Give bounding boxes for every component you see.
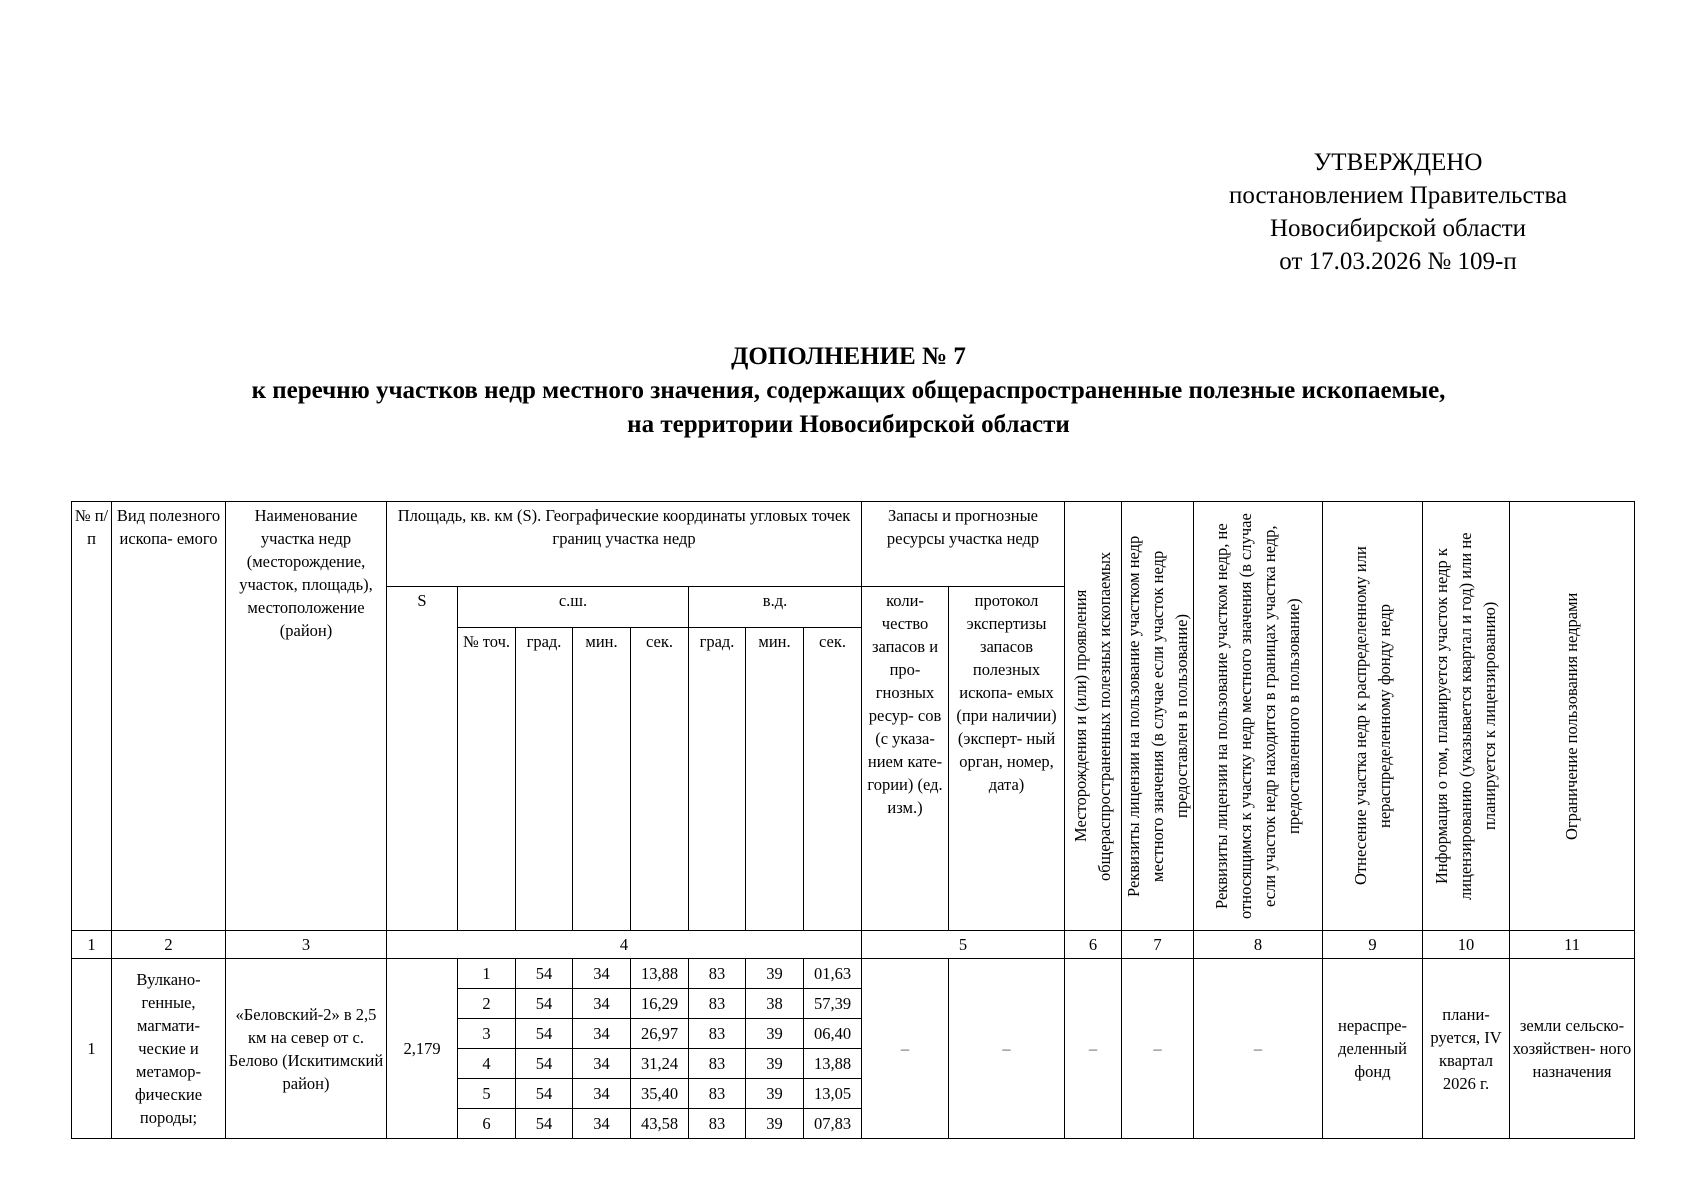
row-number: 1 [72, 959, 112, 1139]
column-number: 1 [72, 931, 112, 959]
point-lon-deg: 83 [689, 1019, 746, 1049]
row-area: 2,179 [387, 959, 458, 1139]
header-reserves: Запасы и прогнозные ресурсы участка недр [862, 502, 1065, 587]
row-reserves-qty: – [862, 959, 949, 1139]
point-lat-min: 34 [573, 1109, 631, 1139]
point-number: 1 [458, 959, 516, 989]
point-lat-sec: 43,58 [631, 1109, 689, 1139]
title-line-2: к перечню участков недр местного значения, содержащих общераспространенные полезные ископаемые, [251, 377, 1446, 404]
point-lat-deg: 54 [516, 1079, 573, 1109]
title-line-3: на территории Новосибирской области [627, 411, 1070, 438]
point-lat-min: 34 [573, 1049, 631, 1079]
header-local-license: Реквизиты лицензии на пользование участком недр местного значения (в случае если участок недр предоставлен в пользование) [1122, 502, 1194, 931]
point-lat-sec: 26,97 [631, 1019, 689, 1049]
point-lon-sec: 57,39 [804, 989, 862, 1019]
point-lon-min: 39 [746, 1019, 804, 1049]
point-lat-sec: 13,88 [631, 959, 689, 989]
header-deposits: Месторождения и (или) проявления общераспространенных полезных ископаемых [1065, 502, 1122, 931]
point-lon-sec: 01,63 [804, 959, 862, 989]
header-lat-deg: град. [516, 628, 573, 931]
column-number: 8 [1194, 931, 1323, 959]
header-lon-deg: град. [689, 628, 746, 931]
header-lon-sec: сек. [804, 628, 862, 931]
row-site-name: «Беловский-2» в 2,5 км на север от с. Белово (Искитимский район) [226, 959, 387, 1139]
header-other-license: Реквизиты лицензии на пользование участком недр, не относящимся к участку недр местного значения (в случае если участок недр находится в границах участка недр, предоставленного в пользование) [1194, 502, 1323, 931]
approval-line-1: УТВЕРЖДЕНО [1313, 149, 1483, 176]
point-lat-deg: 54 [516, 959, 573, 989]
header-number: № п/п [72, 502, 112, 931]
point-lon-sec: 06,40 [804, 1019, 862, 1049]
column-number: 9 [1323, 931, 1423, 959]
header-s: S [387, 587, 458, 931]
row-fund-status: нераспре- деленный фонд [1323, 959, 1423, 1139]
point-lon-min: 39 [746, 1079, 804, 1109]
header-lat-sec: сек. [631, 628, 689, 931]
point-lon-deg: 83 [689, 1079, 746, 1109]
point-number: 2 [458, 989, 516, 1019]
point-lat-min: 34 [573, 1079, 631, 1109]
point-lat-deg: 54 [516, 989, 573, 1019]
header-site-name: Наименование участка недр (месторождение, участок, площадь), местоположение (район) [226, 502, 387, 931]
header-restriction: Ограничение пользования недрами [1510, 502, 1635, 931]
point-number: 5 [458, 1079, 516, 1109]
header-reserves-qty: коли- чество запасов и про- гнозных ресур- сов (с указа- нием кате- гории) (ед. изм.) [862, 587, 949, 931]
header-reserves-protocol: протокол экспертизы запасов полезных ископа- емых (при наличии) (эксперт- ный орган, номер, дата) [949, 587, 1065, 931]
point-number: 4 [458, 1049, 516, 1079]
row-local-license: – [1122, 959, 1194, 1139]
column-number: 4 [387, 931, 862, 959]
row-mineral-type: Вулкано- генные, магмати- ческие и метамор- фические породы; [112, 959, 226, 1139]
document-title [60, 340, 1637, 442]
point-lat-deg: 54 [516, 1019, 573, 1049]
point-lon-deg: 83 [689, 959, 746, 989]
table-row [72, 959, 1635, 989]
row-other-license: – [1194, 959, 1323, 1139]
point-lon-min: 39 [746, 1049, 804, 1079]
point-lon-min: 39 [746, 1109, 804, 1139]
column-number: 3 [226, 931, 387, 959]
point-number: 6 [458, 1109, 516, 1139]
header-lat-min: мин. [573, 628, 631, 931]
point-lat-sec: 35,40 [631, 1079, 689, 1109]
header-latitude: с.ш. [458, 587, 689, 628]
point-lat-min: 34 [573, 989, 631, 1019]
point-lon-deg: 83 [689, 989, 746, 1019]
header-lon-min: мин. [746, 628, 804, 931]
point-lon-deg: 83 [689, 1109, 746, 1139]
row-reserves-protocol: – [949, 959, 1065, 1139]
approval-line-3: Новосибирской области [1269, 215, 1527, 242]
point-lat-deg: 54 [516, 1109, 573, 1139]
column-number: 6 [1065, 931, 1122, 959]
point-lon-sec: 13,88 [804, 1049, 862, 1079]
point-lon-min: 39 [746, 959, 804, 989]
subsoil-sites-table [71, 501, 1635, 1139]
point-lon-min: 38 [746, 989, 804, 1019]
column-number: 10 [1423, 931, 1510, 959]
header-licensing-plan: Информация о том, планируется участок недр к лицензированию (указывается квартал и год) или не планируется к лицензированию) [1423, 502, 1510, 931]
header-mineral-type: Вид полезного ископа- емого [112, 502, 226, 931]
approval-line-4: от 17.03.2026 № 109-п [1279, 248, 1517, 275]
title-line-1: ДОПОЛНЕНИЕ № 7 [731, 343, 966, 370]
column-number: 7 [1122, 931, 1194, 959]
point-lat-sec: 31,24 [631, 1049, 689, 1079]
point-lon-sec: 13,05 [804, 1079, 862, 1109]
point-lon-sec: 07,83 [804, 1109, 862, 1139]
column-number: 5 [862, 931, 1065, 959]
point-lat-min: 34 [573, 1019, 631, 1049]
row-deposits: – [1065, 959, 1122, 1139]
header-point-no: № точ. [458, 628, 516, 931]
column-number: 2 [112, 931, 226, 959]
column-number: 11 [1510, 931, 1635, 959]
row-licensing-plan: плани- руется, IV квартал 2026 г. [1423, 959, 1510, 1139]
header-longitude: в.д. [689, 587, 862, 628]
point-lat-sec: 16,29 [631, 989, 689, 1019]
approval-line-2: постановлением Правительства [1228, 182, 1568, 209]
point-number: 3 [458, 1019, 516, 1049]
point-lon-deg: 83 [689, 1049, 746, 1079]
approval-stamp [1180, 146, 1616, 278]
point-lat-min: 34 [573, 959, 631, 989]
row-restriction: земли сельско- хозяйствен- ного назначения [1510, 959, 1635, 1139]
point-lat-deg: 54 [516, 1049, 573, 1079]
header-fund-status: Отнесение участка недр к распределенному или нераспределенному фонду недр [1323, 502, 1423, 931]
header-area-coordinates: Площадь, кв. км (S). Географические координаты угловых точек границ участка недр [387, 502, 862, 587]
